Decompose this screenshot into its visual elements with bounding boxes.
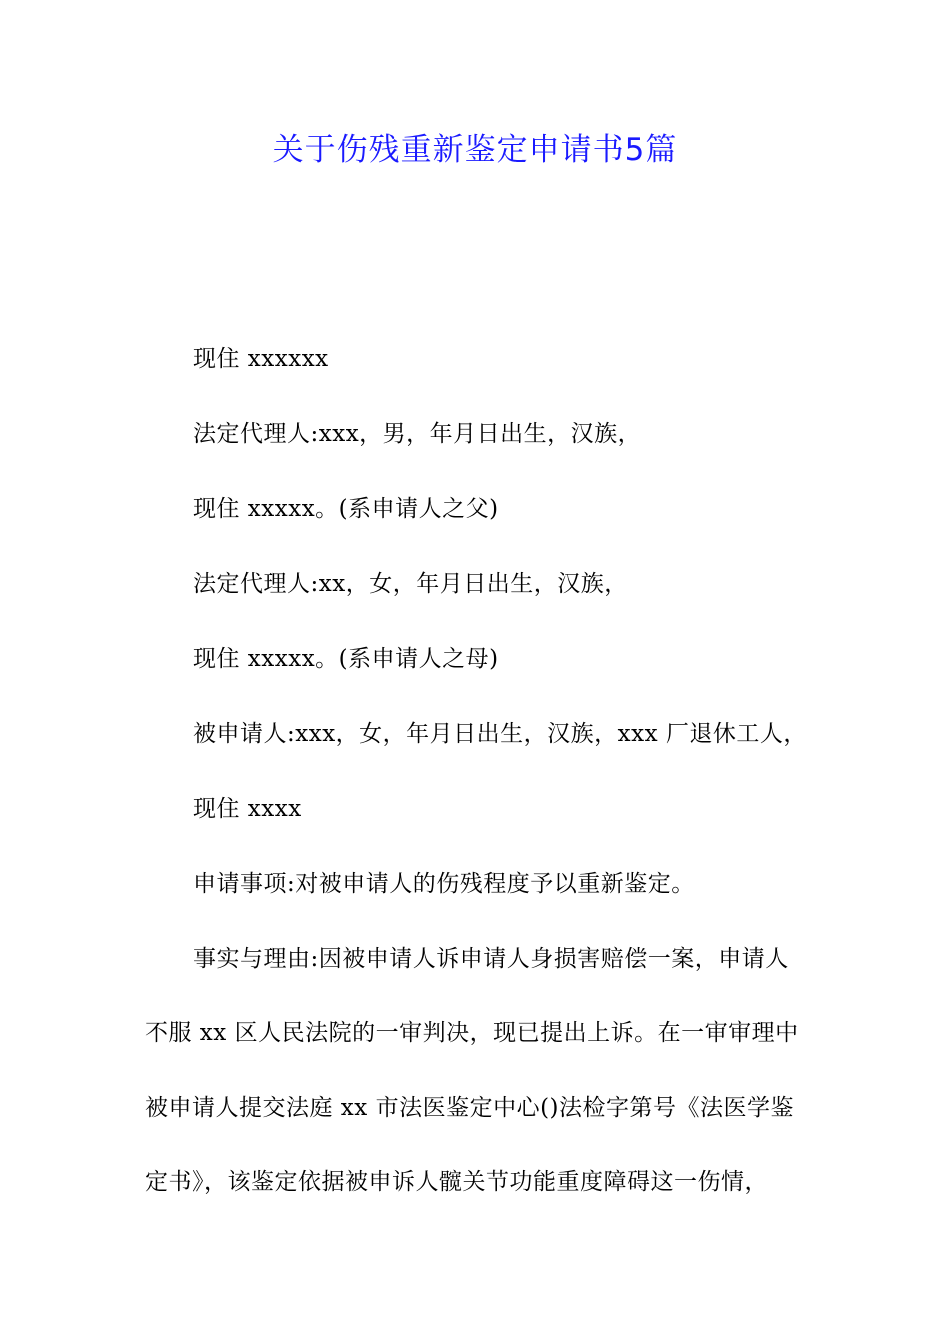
paragraph-line: 被申请人提交法庭 xx 市法医鉴定中心()法检字第号《法医学鉴 — [145, 1095, 795, 1121]
paragraph-line: 不服 xx 区人民法院的一审判决，现已提出上诉。在一审审理中 — [145, 1020, 799, 1046]
paragraph-line: 事实与理由:因被申请人诉申请人身损害赔偿一案，申请人 — [193, 946, 789, 972]
paragraph-line: 定书》，该鉴定依据被申诉人髋关节功能重度障碍这一伤情， — [145, 1169, 768, 1195]
paragraph-line: 现住 xxxxxx — [193, 346, 329, 372]
paragraph-line: 被申请人:xxx，女，年月日出生，汉族，xxx 厂退休工人， — [193, 721, 807, 747]
page-title: 关于伤残重新鉴定申请书5篇 — [272, 132, 678, 168]
paragraph-line: 申请事项:对被申请人的伤残程度予以重新鉴定。 — [193, 871, 695, 897]
paragraph-line: 现住 xxxx — [193, 796, 302, 822]
paragraph-line: 现住 xxxxx。(系申请人之父) — [193, 496, 499, 522]
paragraph-line: 现住 xxxxx。(系申请人之母) — [193, 646, 499, 672]
paragraph-line: 法定代理人:xx，女，年月日出生，汉族， — [193, 571, 628, 597]
paragraph-line: 法定代理人:xxx，男，年月日出生，汉族， — [193, 421, 642, 447]
